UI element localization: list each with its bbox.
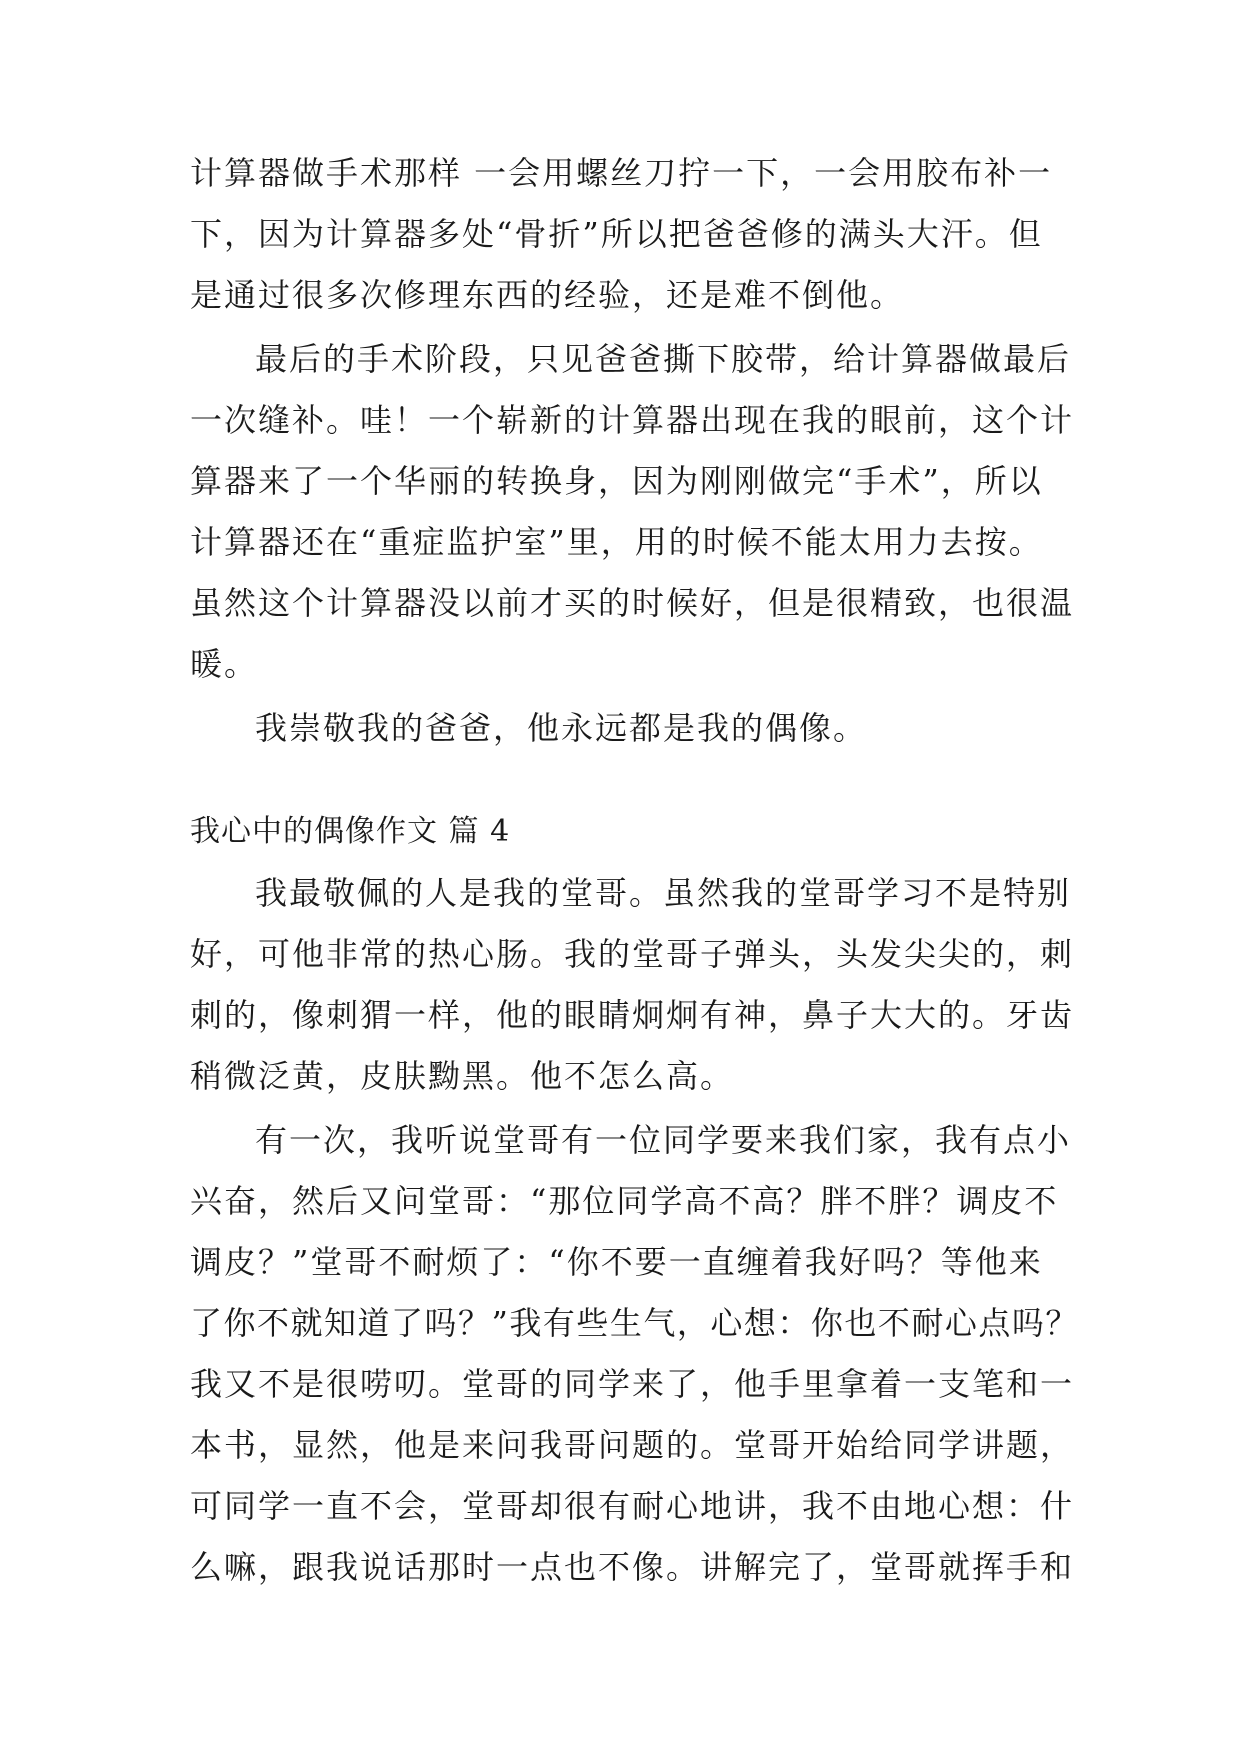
text-line: 好，可他非常的热心肠。我的堂哥子弹头，头发尖尖的，刺 bbox=[190, 935, 1075, 973]
text-line: 我又不是很唠叨。堂哥的同学来了，他手里拿着一支笔和一 bbox=[190, 1365, 1075, 1403]
text-line: 调皮？”堂哥不耐烦了：“你不要一直缠着我好吗？等他来 bbox=[190, 1243, 1043, 1281]
text-line: 稍微泛黄，皮肤黝黑。他不怎么高。 bbox=[190, 1057, 735, 1095]
text-line: 计算器做手术那样 一会用螺丝刀拧一下，一会用胶布补一 bbox=[190, 154, 1053, 192]
text-line: 虽然这个计算器没以前才买的时候好，但是很精致，也很温 bbox=[190, 584, 1075, 622]
text-line: 下，因为计算器多处“骨折”所以把爸爸修的满头大汗。但 bbox=[190, 215, 1043, 253]
text-line: 算器来了一个华丽的转换身，因为刚刚做完“手术”，所以 bbox=[190, 462, 1043, 500]
text-line: 计算器还在“重症监护室”里，用的时候不能太用力去按。 bbox=[190, 523, 1043, 561]
paragraph-first-line: 我最敬佩的人是我的堂哥。虽然我的堂哥学习不是特别 bbox=[255, 874, 1072, 912]
text-line: 是通过很多次修理东西的经验，还是难不倒他。 bbox=[190, 276, 905, 314]
text-line: 了你不就知道了吗？”我有些生气，心想：你也不耐心点吗？ bbox=[190, 1304, 1079, 1342]
text-line: 刺的，像刺猬一样，他的眼睛炯炯有神，鼻子大大的。牙齿 bbox=[190, 996, 1075, 1034]
text-line: 可同学一直不会，堂哥却很有耐心地讲，我不由地心想：什 bbox=[190, 1487, 1075, 1525]
paragraph-first-line: 我崇敬我的爸爸，他永远都是我的偶像。 bbox=[255, 709, 868, 747]
text-line: 么嘛，跟我说话那时一点也不像。讲解完了，堂哥就挥手和 bbox=[190, 1548, 1075, 1586]
section-heading: 我心中的偶像作文 篇 4 bbox=[190, 814, 511, 849]
text-line: 本书，显然，他是来问我哥问题的。堂哥开始给同学讲题， bbox=[190, 1426, 1075, 1464]
text-line: 一次缝补。哇！一个崭新的计算器出现在我的眼前，这个计 bbox=[190, 401, 1075, 439]
text-line: 暖。 bbox=[190, 645, 259, 683]
paragraph-first-line: 最后的手术阶段，只见爸爸撕下胶带，给计算器做最后 bbox=[255, 340, 1072, 378]
paragraph-first-line: 有一次，我听说堂哥有一位同学要来我们家，我有点小 bbox=[255, 1121, 1072, 1159]
text-line: 兴奋，然后又问堂哥：“那位同学高不高？胖不胖？调皮不 bbox=[190, 1182, 1059, 1220]
